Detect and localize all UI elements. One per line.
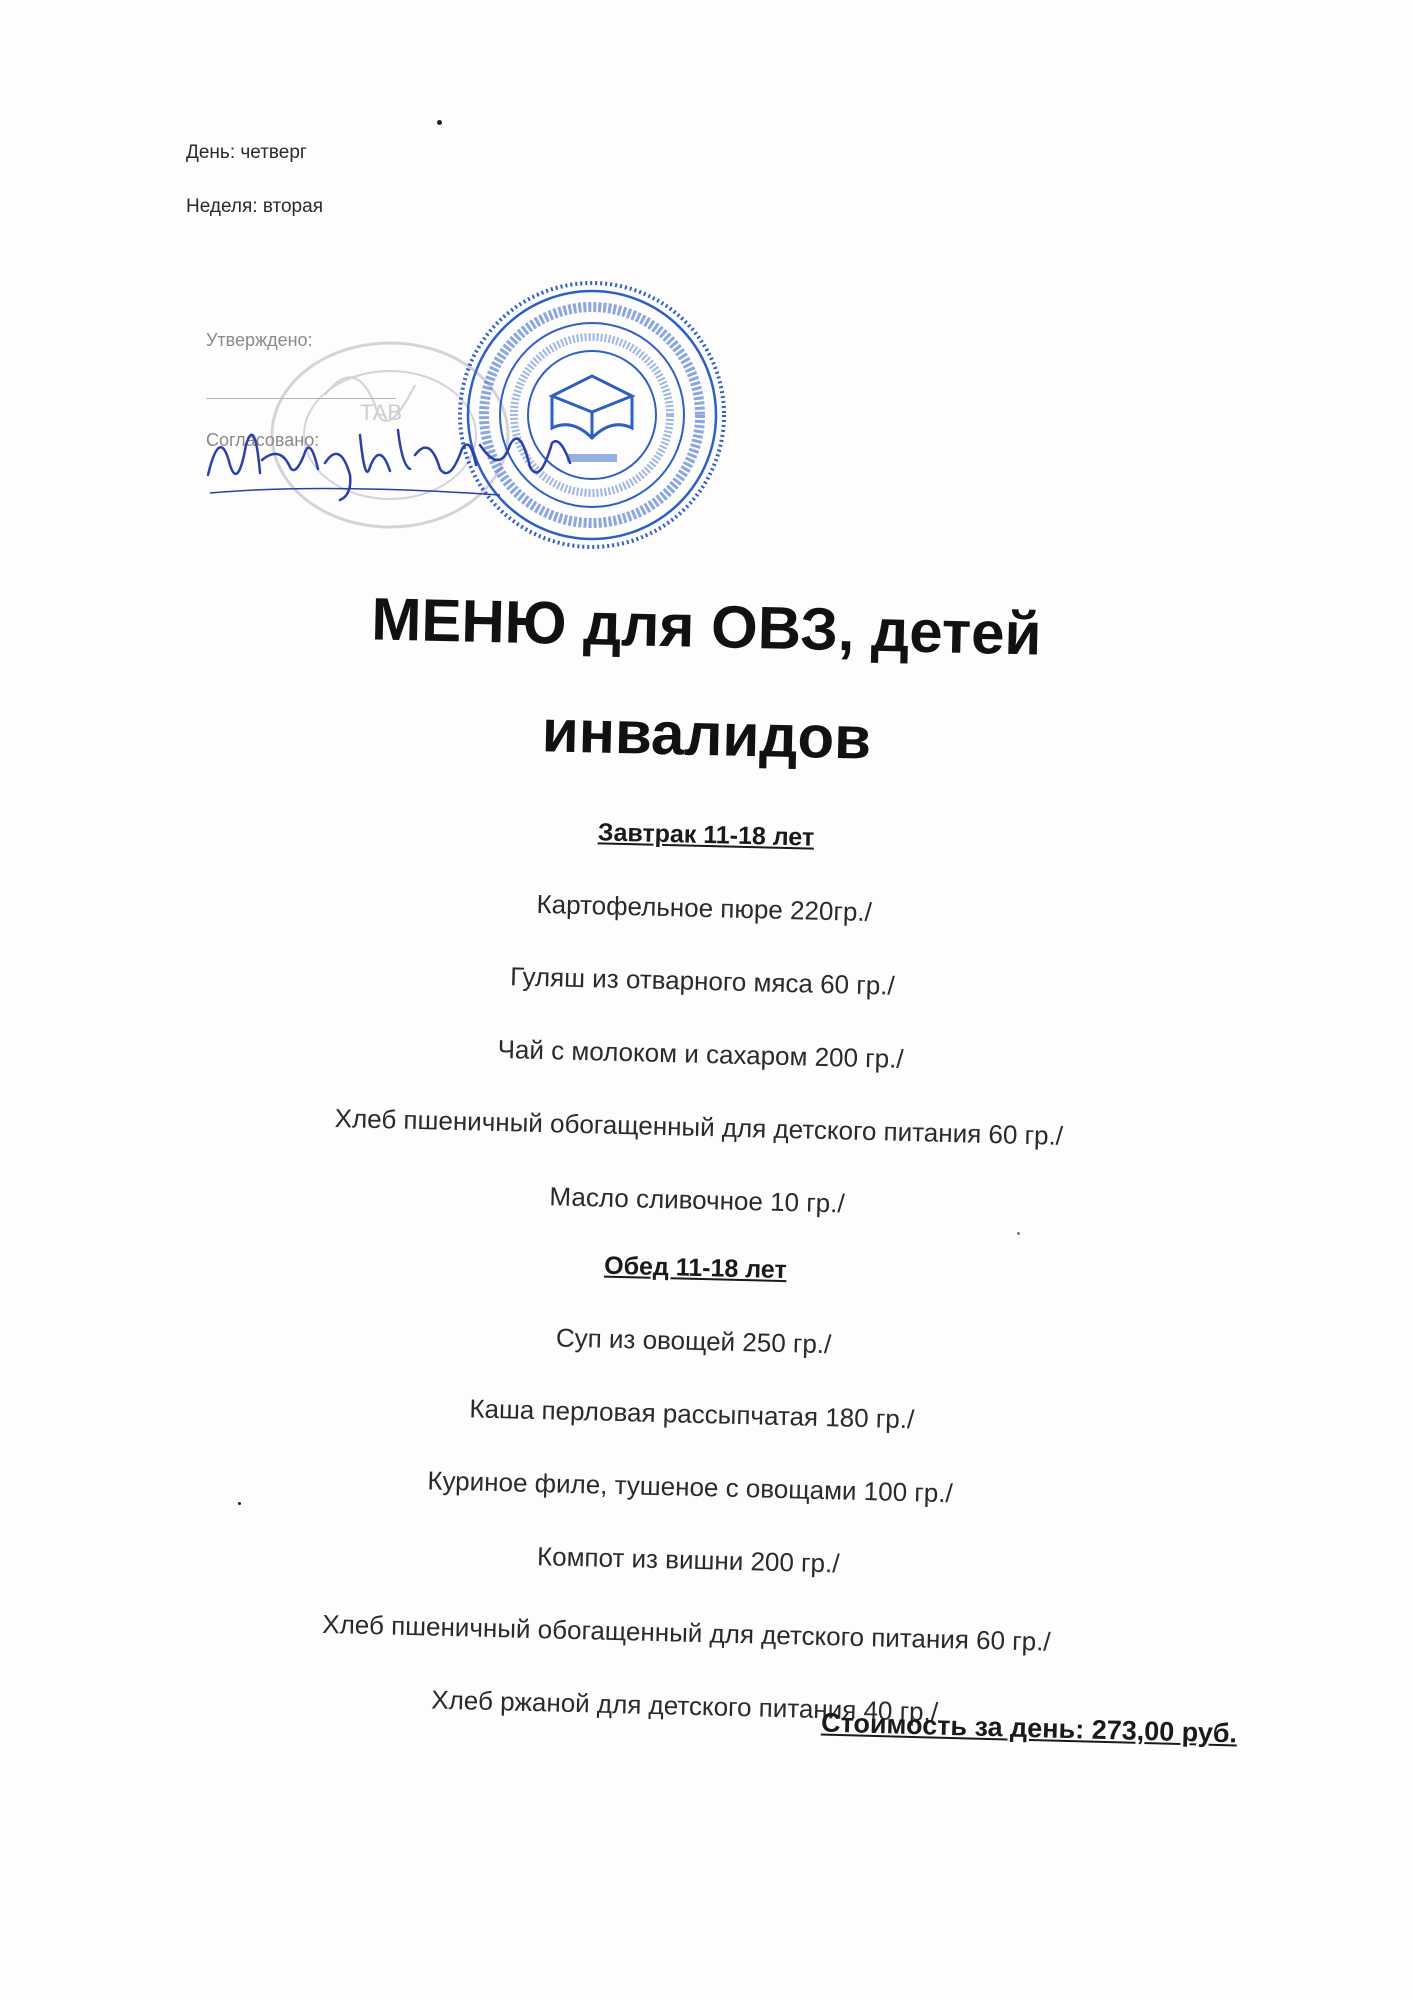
lunch-item: Хлеб ржаной для детского питания 40 гр./ xyxy=(431,1684,939,1727)
breakfast-item: Хлеб пшеничный обогащенный для детского питания 60 гр./ xyxy=(334,1103,1064,1151)
breakfast-item: Гуляш из отварного мяса 60 гр./ xyxy=(509,961,896,1001)
lunch-item: Куриное филе, тушеное с овощами 100 гр./ xyxy=(427,1465,954,1509)
menu-list xyxy=(0,798,1413,1776)
lunch-item: Каша перловая рассыпчатая 180 гр./ xyxy=(469,1393,915,1435)
week-label: Неделя: вторая xyxy=(186,196,323,217)
breakfast-item: Чай с молоком и сахаром 200 гр./ xyxy=(497,1033,904,1074)
day-label: День: четверг xyxy=(186,142,307,163)
page-title-line-1: МЕНЮ для ОВЗ, детей xyxy=(370,585,1043,668)
ink-dot xyxy=(437,120,442,125)
breakfast-item: Картофельное пюре 220гр./ xyxy=(536,888,873,928)
lunch-item: Хлеб пшеничный обогащенный для детского питания 60 гр./ xyxy=(322,1608,1052,1657)
page-title-line-2: инвалидов xyxy=(541,697,872,772)
lunch-heading: Обед 11-18 лет xyxy=(603,1251,787,1285)
lunch-item: Компот из вишни 200 гр./ xyxy=(536,1541,840,1579)
daily-cost: Стоимость за день: 273,00 руб. xyxy=(820,1707,1238,1749)
speck xyxy=(1017,1232,1020,1235)
signature xyxy=(200,405,580,505)
svg-text:ТАВ: ТАВ xyxy=(360,400,403,425)
agreed-label: Согласовано: xyxy=(206,430,320,450)
lunch-item: Суп из овощей 250 гр./ xyxy=(555,1322,832,1360)
breakfast-heading: Завтрак 11-18 лет xyxy=(597,818,815,852)
approved-label: Утверждено: xyxy=(206,330,313,350)
speck xyxy=(238,1502,241,1505)
approval-divider xyxy=(206,398,396,399)
breakfast-item: Масло сливочное 10 гр./ xyxy=(549,1181,846,1219)
